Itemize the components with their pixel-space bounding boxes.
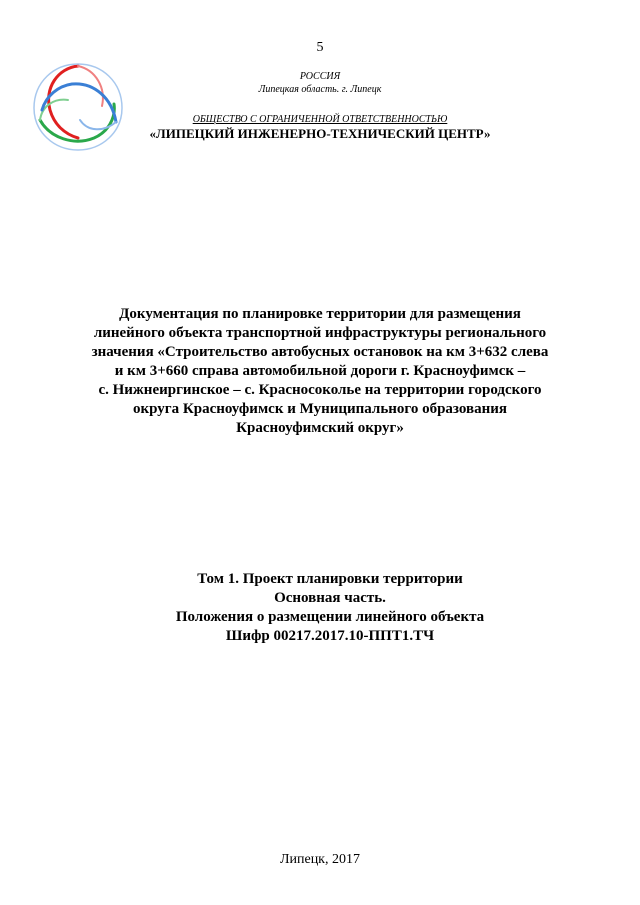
title-line: округа Красноуфимск и Муниципального образования xyxy=(133,401,507,417)
header-region: Липецкая область. г. Липецк xyxy=(258,84,382,95)
document-title xyxy=(60,305,580,438)
volume-subject: Положения о размещении линейного объекта xyxy=(175,609,485,625)
volume-part: Основная часть. xyxy=(274,590,386,606)
page-number: 5 xyxy=(316,40,324,55)
title-line: Красноуфимский округ» xyxy=(236,420,404,436)
title-line: и км 3+660 справа автомобильной дороги г. Красноуфимск – xyxy=(114,363,526,379)
volume-info xyxy=(70,570,590,646)
footer-place-year: Липецк, 2017 xyxy=(280,852,360,867)
title-line: значения «Строительство автобусных остановок на км 3+632 слева xyxy=(91,344,549,360)
title-line: линейного объекта транспортной инфраструктуры регионального xyxy=(93,325,547,341)
volume-code: Шифр 00217.2017.10-ППТ1.ТЧ xyxy=(225,628,435,644)
title-line: Документация по планировке территории для размещения xyxy=(119,306,521,322)
volume-title: Том 1. Проект планировки территории xyxy=(197,571,463,587)
organization-type: ОБЩЕСТВО С ОГРАНИЧЕННОЙ ОТВЕТСТВЕННОСТЬЮ xyxy=(192,114,448,125)
header-country: РОССИЯ xyxy=(299,71,341,82)
organization-name: «ЛИПЕЦКИЙ ИНЖЕНЕРНО-ТЕХНИЧЕСКИЙ ЦЕНТР» xyxy=(149,126,491,141)
title-line: с. Нижнеиргинское – с. Красносоколье на территории городского xyxy=(98,382,542,398)
